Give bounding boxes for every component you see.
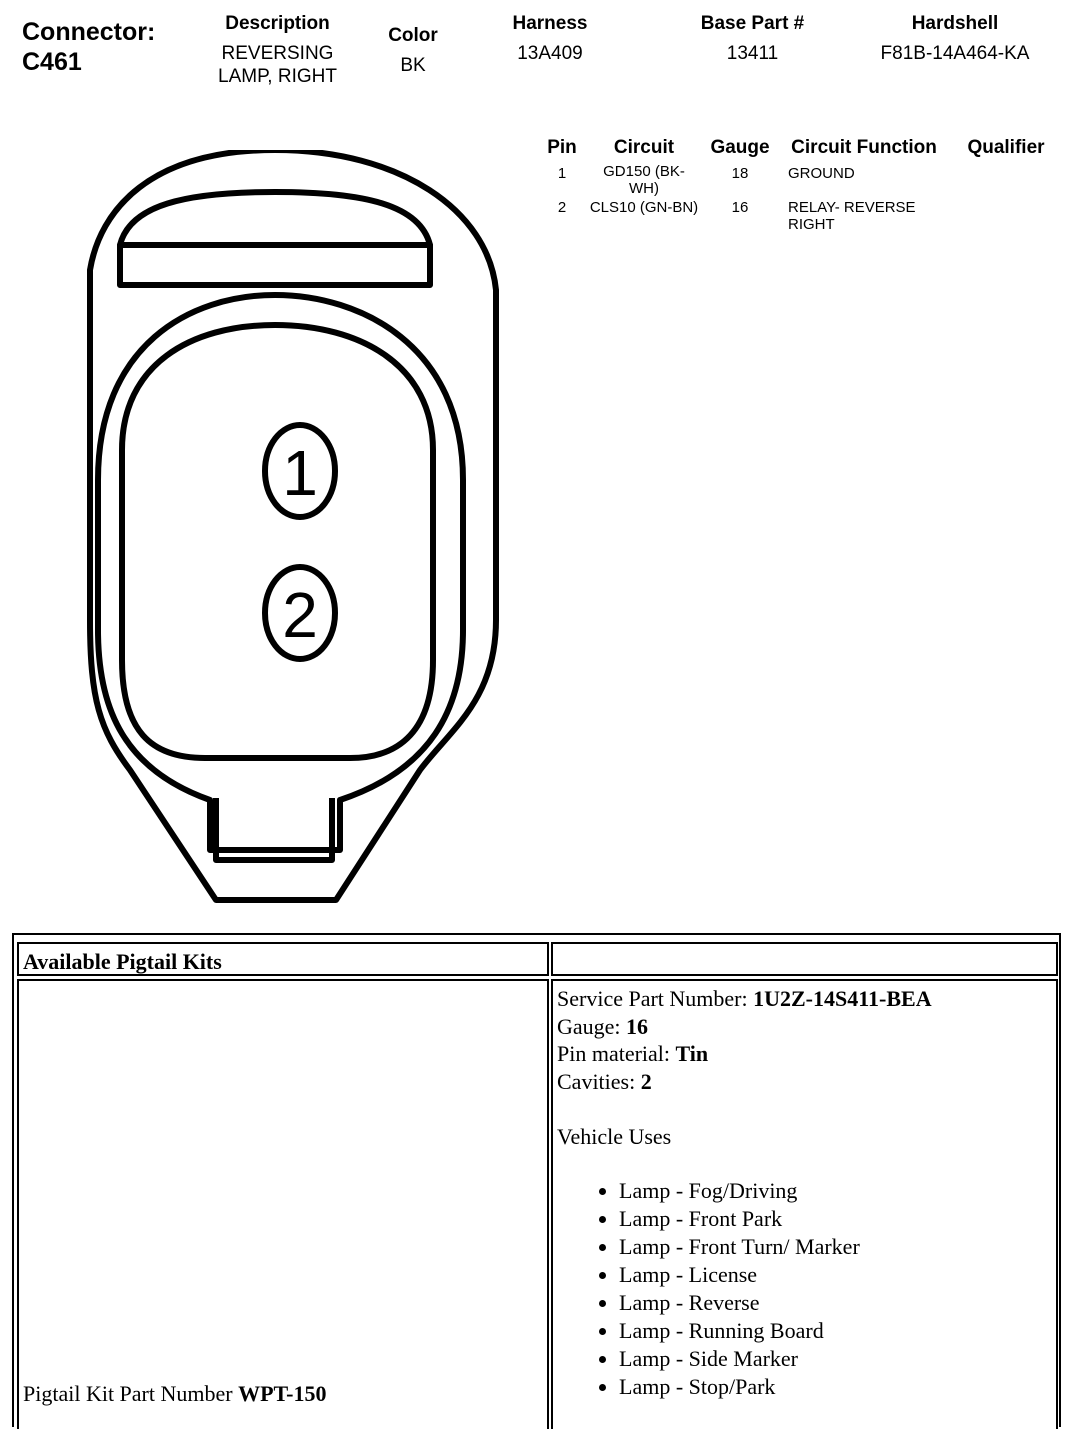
description-label: Description <box>225 13 330 34</box>
header-circuit: Circuit <box>613 137 675 158</box>
base-part-label: Base Part # <box>700 13 805 34</box>
latch-bar <box>120 245 430 285</box>
list-item: • Lamp - Front Turn/ Marker <box>619 1233 1056 1261</box>
qualifier-cell <box>952 163 1060 197</box>
service-part-label: Service Part Number: <box>557 986 748 1011</box>
base-part-value: 13411 <box>726 43 779 64</box>
gauge-label: Gauge: <box>557 1013 621 1039</box>
pigtail-kits-title-spacer <box>551 942 1058 976</box>
harness-label: Harness <box>512 13 588 34</box>
cavities-line <box>557 1068 1056 1096</box>
gauge-cell: 18 <box>731 165 749 182</box>
pigtail-kit-part-number <box>23 1381 327 1407</box>
list-item: • Lamp - License <box>619 1261 1056 1289</box>
hardshell-value: F81B-14A464-KA <box>880 43 1030 64</box>
qualifier-cell <box>952 197 1060 237</box>
hardshell-label: Hardshell <box>911 13 999 34</box>
pigtail-kit-details <box>551 979 1058 1429</box>
function-cell: RELAY- REVERSE RIGHT <box>788 199 916 233</box>
base-part-column <box>680 12 825 65</box>
vehicle-uses-list <box>557 1177 1056 1401</box>
description-value: REVERSING LAMP, RIGHT <box>218 43 337 87</box>
pigtail-kit-label: Pigtail Kit Part Number <box>23 1381 233 1406</box>
pin-table <box>540 137 1060 237</box>
hardshell-column <box>860 12 1050 65</box>
vehicle-uses-label: Vehicle Uses <box>557 1124 672 1149</box>
connector-title <box>22 17 155 77</box>
connector-face-diagram <box>70 150 510 910</box>
pigtail-kits-title <box>17 942 549 976</box>
cavities-label: Cavities: <box>557 1068 636 1094</box>
service-part-line <box>557 985 1056 1013</box>
pin-1-label: 1 <box>282 437 318 509</box>
header-qualifier: Qualifier <box>967 137 1045 158</box>
header-gauge: Gauge <box>710 137 770 158</box>
circuit-cell: GD150 (BK-WH) <box>603 163 685 197</box>
pin-2-label: 2 <box>282 579 318 651</box>
pin-material-line <box>557 1040 1056 1068</box>
description-column <box>205 12 350 88</box>
gauge-cell: 16 <box>731 199 749 216</box>
pin-table-header <box>540 137 1060 163</box>
connector-id: C461 <box>22 48 82 76</box>
connector-label: Connector: <box>22 18 156 46</box>
harness-value: 13A409 <box>517 43 583 64</box>
list-item: • Lamp - Running Board <box>619 1317 1056 1345</box>
header-circuit-function: Circuit Function <box>791 137 937 158</box>
pigtail-kit-value: WPT-150 <box>238 1381 327 1406</box>
list-item: • Lamp - Reverse <box>619 1289 1056 1317</box>
pin-cavity <box>122 325 433 758</box>
color-column <box>373 24 453 77</box>
circuit-cell: CLS10 (GN-BN) <box>589 199 699 216</box>
list-item: • Lamp - Side Marker <box>619 1345 1056 1373</box>
header-pin: Pin <box>547 137 577 158</box>
table-row <box>540 163 1060 197</box>
service-part-value: 1U2Z-14S411-BEA <box>753 986 932 1011</box>
color-label: Color <box>388 25 438 46</box>
pigtail-kits-title-text: Available Pigtail Kits <box>23 949 222 974</box>
table-row <box>540 197 1060 237</box>
harness-column <box>490 12 610 65</box>
color-value: BK <box>400 55 426 76</box>
cavities-value: 2 <box>640 1068 652 1094</box>
function-cell: GROUND <box>788 165 855 182</box>
list-item: • Lamp - Fog/Driving <box>619 1177 1056 1205</box>
pin-material-value: Tin <box>675 1041 709 1066</box>
pigtail-kit-image-cell <box>17 979 549 1429</box>
gauge-value: 16 <box>626 1013 649 1039</box>
pin-material-label: Pin material: <box>557 1041 671 1066</box>
pin-cell: 1 <box>557 165 567 182</box>
list-item: • Lamp - Front Park <box>619 1205 1056 1233</box>
gauge-line <box>557 1013 1056 1041</box>
pin-cell: 2 <box>557 199 567 216</box>
latch-dome <box>120 192 430 245</box>
list-item: • Lamp - Stop/Park <box>619 1373 1056 1401</box>
